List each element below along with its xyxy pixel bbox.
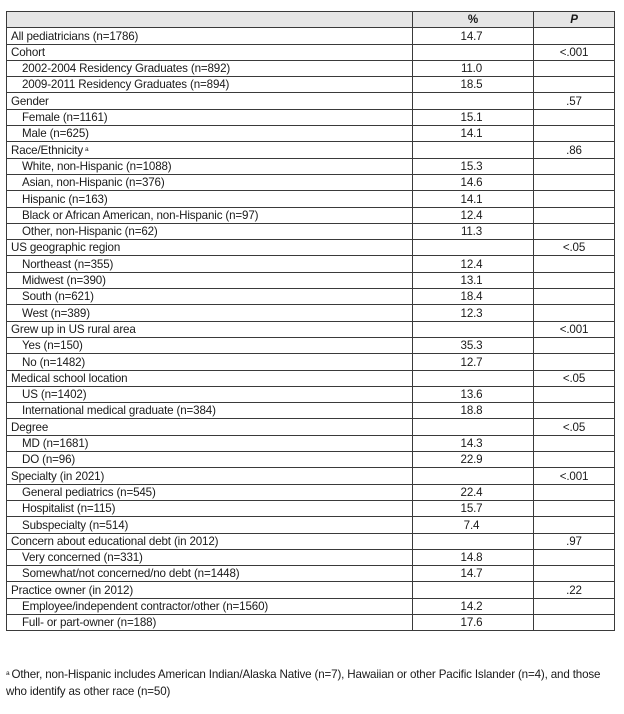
p-value-cell xyxy=(534,223,615,239)
table-footnote xyxy=(6,666,618,700)
percent-cell xyxy=(413,44,534,60)
percent-cell xyxy=(413,207,534,223)
p-value-cell xyxy=(534,289,615,305)
category-row xyxy=(7,419,615,435)
percent-cell xyxy=(413,566,534,582)
p-value-cell xyxy=(534,598,615,614)
row-label-cell xyxy=(7,549,413,565)
percent-value: 35.3 xyxy=(460,339,483,353)
row-label: Subspecialty (n=514) xyxy=(22,518,129,532)
percent-cell xyxy=(413,403,534,419)
percent-cell xyxy=(413,191,534,207)
p-value-cell xyxy=(534,77,615,93)
row-label-cell xyxy=(7,223,413,239)
percent-value: 14.3 xyxy=(460,437,483,451)
percent-cell xyxy=(413,289,534,305)
row-label: Gender xyxy=(11,94,49,108)
subgroup-row xyxy=(7,566,615,582)
category-row xyxy=(7,240,615,256)
row-label: Concern about educational debt (in 2012) xyxy=(11,534,219,548)
p-value-cell xyxy=(534,207,615,223)
subgroup-row xyxy=(7,549,615,565)
row-label-cell xyxy=(7,240,413,256)
row-label: Degree xyxy=(11,420,49,434)
row-label: Employee/independent contractor/other (n=1560) xyxy=(22,599,269,613)
p-value-cell xyxy=(534,533,615,549)
row-label-cell xyxy=(7,468,413,484)
p-value-cell xyxy=(534,566,615,582)
p-value-cell xyxy=(534,142,615,158)
percent-cell xyxy=(413,321,534,337)
row-label-cell xyxy=(7,598,413,614)
table-header xyxy=(7,12,615,28)
p-value: .57 xyxy=(566,94,582,108)
percent-value: 12.4 xyxy=(460,208,483,222)
row-label: Midwest (n=390) xyxy=(22,274,106,288)
percent-cell xyxy=(413,158,534,174)
subgroup-row xyxy=(7,223,615,239)
percent-cell xyxy=(413,500,534,516)
header-p-value: P xyxy=(534,12,615,28)
row-label: 2002-2004 Residency Graduates (n=892) xyxy=(22,62,231,76)
percent-value: 22.4 xyxy=(460,485,483,499)
subgroup-row xyxy=(7,60,615,76)
row-label-cell xyxy=(7,354,413,370)
subgroup-row xyxy=(7,452,615,468)
subgroup-row xyxy=(7,109,615,125)
row-label: Practice owner (in 2012) xyxy=(11,583,134,597)
p-value-cell xyxy=(534,240,615,256)
subgroup-row xyxy=(7,403,615,419)
p-value-cell xyxy=(534,337,615,353)
p-value-cell xyxy=(534,191,615,207)
row-label-cell xyxy=(7,566,413,582)
results-table xyxy=(6,11,615,631)
category-row xyxy=(7,370,615,386)
row-label: Asian, non-Hispanic (n=376) xyxy=(22,176,165,190)
percent-value: 15.3 xyxy=(460,159,483,173)
row-label: Other, non-Hispanic (n=62) xyxy=(22,225,158,239)
row-label-cell xyxy=(7,191,413,207)
row-label-cell xyxy=(7,337,413,353)
percent-value: 15.1 xyxy=(460,111,483,125)
row-label-cell xyxy=(7,386,413,402)
subgroup-row xyxy=(7,484,615,500)
percent-value: 18.4 xyxy=(460,290,483,304)
category-row xyxy=(7,44,615,60)
p-value-cell xyxy=(534,158,615,174)
row-label-cell xyxy=(7,158,413,174)
p-value-cell xyxy=(534,549,615,565)
percent-value: 7.4 xyxy=(463,518,480,532)
p-value-cell xyxy=(534,435,615,451)
subgroup-row xyxy=(7,386,615,402)
percent-value: 18.8 xyxy=(460,404,483,418)
p-value: <.001 xyxy=(559,45,589,59)
subgroup-row xyxy=(7,337,615,353)
p-value-cell xyxy=(534,517,615,533)
p-value: <.05 xyxy=(562,371,586,385)
percent-cell xyxy=(413,223,534,239)
p-value: <.05 xyxy=(562,241,586,255)
row-label: Female (n=1161) xyxy=(22,111,108,125)
row-label: Medical school location xyxy=(11,371,128,385)
row-label: US (n=1402) xyxy=(22,388,87,402)
row-label: Somewhat/not concerned/no debt (n=1448) xyxy=(22,567,240,581)
subgroup-row xyxy=(7,158,615,174)
percent-cell xyxy=(413,533,534,549)
p-value: <.001 xyxy=(559,469,589,483)
percent-cell xyxy=(413,240,534,256)
row-label: DO (n=96) xyxy=(22,453,76,467)
row-label-cell xyxy=(7,452,413,468)
p-value: .97 xyxy=(566,534,582,548)
percent-cell xyxy=(413,109,534,125)
p-value-cell xyxy=(534,403,615,419)
row-label-cell xyxy=(7,142,413,158)
percent-value: 13.1 xyxy=(460,274,483,288)
row-label: 2009-2011 Residency Graduates (n=894) xyxy=(22,78,230,92)
p-value-cell xyxy=(534,468,615,484)
percent-value: 15.7 xyxy=(460,502,483,516)
subgroup-row xyxy=(7,354,615,370)
row-label: International medical graduate (n=384) xyxy=(22,404,216,418)
category-row xyxy=(7,28,615,44)
p-value-cell xyxy=(534,354,615,370)
percent-value: 12.4 xyxy=(460,257,483,271)
percent-cell xyxy=(413,598,534,614)
percent-cell xyxy=(413,386,534,402)
category-row xyxy=(7,142,615,158)
footnote-text: Other, non-Hispanic includes American Indian/Alaska Native (n=7), Hawaiian or other Pacific Islander (n=4), and those who identify as other race (n=50) xyxy=(6,668,601,698)
row-label: General pediatrics (n=545) xyxy=(22,485,156,499)
row-label-cell xyxy=(7,60,413,76)
percent-cell xyxy=(413,256,534,272)
percent-cell xyxy=(413,174,534,190)
percent-value: 17.6 xyxy=(460,616,483,630)
row-label: Race/Ethnicity xyxy=(11,143,84,157)
subgroup-row xyxy=(7,77,615,93)
percent-cell xyxy=(413,142,534,158)
row-label-cell xyxy=(7,517,413,533)
row-label: West (n=389) xyxy=(22,306,90,320)
p-value: .86 xyxy=(566,143,582,157)
header-percent: % xyxy=(413,12,534,28)
row-label: White, non-Hispanic (n=1088) xyxy=(22,159,172,173)
percent-cell xyxy=(413,93,534,109)
row-label-cell xyxy=(7,500,413,516)
row-label-cell xyxy=(7,321,413,337)
row-label: US geographic region xyxy=(11,241,121,255)
row-label-cell xyxy=(7,533,413,549)
percent-cell xyxy=(413,468,534,484)
p-value-cell xyxy=(534,126,615,142)
percent-cell xyxy=(413,354,534,370)
row-label-cell xyxy=(7,77,413,93)
percent-value: 22.9 xyxy=(460,453,483,467)
row-label-cell xyxy=(7,126,413,142)
p-value-cell xyxy=(534,305,615,321)
p-value-cell xyxy=(534,614,615,630)
row-label-cell xyxy=(7,614,413,630)
percent-value: 11.3 xyxy=(460,225,483,239)
row-label: No (n=1482) xyxy=(22,355,86,369)
row-label: Northeast (n=355) xyxy=(22,257,114,271)
subgroup-row xyxy=(7,191,615,207)
row-label-cell xyxy=(7,28,413,44)
p-value-cell xyxy=(534,452,615,468)
p-value-cell xyxy=(534,582,615,598)
row-label: Male (n=625) xyxy=(22,127,89,141)
category-row xyxy=(7,582,615,598)
category-row xyxy=(7,533,615,549)
row-label-cell xyxy=(7,419,413,435)
subgroup-row xyxy=(7,614,615,630)
row-label-cell xyxy=(7,109,413,125)
p-value-cell xyxy=(534,60,615,76)
row-label-cell xyxy=(7,93,413,109)
p-value-cell xyxy=(534,386,615,402)
p-value-cell xyxy=(534,321,615,337)
percent-value: 12.3 xyxy=(460,306,483,320)
category-row xyxy=(7,93,615,109)
percent-cell xyxy=(413,60,534,76)
category-row xyxy=(7,321,615,337)
percent-cell xyxy=(413,28,534,44)
subgroup-row xyxy=(7,598,615,614)
row-label-cell xyxy=(7,289,413,305)
percent-value: 13.6 xyxy=(460,388,483,402)
row-label-cell xyxy=(7,582,413,598)
row-label-cell xyxy=(7,44,413,60)
row-label: Cohort xyxy=(11,45,45,59)
row-label: Specialty (in 2021) xyxy=(11,469,105,483)
row-label: MD (n=1681) xyxy=(22,437,89,451)
subgroup-row xyxy=(7,305,615,321)
subgroup-row xyxy=(7,500,615,516)
subgroup-row xyxy=(7,256,615,272)
row-label: Very concerned (n=331) xyxy=(22,551,143,565)
percent-cell xyxy=(413,582,534,598)
percent-value: 14.8 xyxy=(460,551,483,565)
table-body xyxy=(7,28,615,631)
percent-cell xyxy=(413,272,534,288)
row-label: Full- or part-owner (n=188) xyxy=(22,616,157,630)
row-label-cell xyxy=(7,256,413,272)
p-value-cell xyxy=(534,484,615,500)
row-label-cell xyxy=(7,305,413,321)
percent-cell xyxy=(413,452,534,468)
header-label-cell xyxy=(7,12,413,28)
p-value-cell xyxy=(534,256,615,272)
percent-value: 18.5 xyxy=(460,78,483,92)
row-label-cell xyxy=(7,484,413,500)
percent-cell xyxy=(413,370,534,386)
p-value-cell xyxy=(534,174,615,190)
percent-value: 14.1 xyxy=(460,127,483,141)
percent-cell xyxy=(413,614,534,630)
row-label-cell xyxy=(7,403,413,419)
subgroup-row xyxy=(7,517,615,533)
p-value: <.001 xyxy=(559,322,589,336)
subgroup-row xyxy=(7,207,615,223)
row-label: Hospitalist (n=115) xyxy=(22,502,116,516)
percent-value: 12.7 xyxy=(460,355,483,369)
row-label-cell xyxy=(7,370,413,386)
p-value: <.05 xyxy=(562,420,586,434)
p-value-cell xyxy=(534,109,615,125)
row-label: Yes (n=150) xyxy=(22,339,83,353)
subgroup-row xyxy=(7,435,615,451)
percent-cell xyxy=(413,337,534,353)
row-label-cell xyxy=(7,435,413,451)
p-value-cell xyxy=(534,28,615,44)
percent-value: 11.0 xyxy=(460,62,483,76)
p-value-cell xyxy=(534,500,615,516)
footnote-reference: a xyxy=(85,145,89,153)
subgroup-row xyxy=(7,272,615,288)
row-label: Grew up in US rural area xyxy=(11,322,136,336)
p-value-cell xyxy=(534,370,615,386)
subgroup-row xyxy=(7,126,615,142)
subgroup-row xyxy=(7,289,615,305)
p-value: .22 xyxy=(566,583,582,597)
percent-cell xyxy=(413,484,534,500)
row-label: All pediatricians (n=1786) xyxy=(11,29,139,43)
percent-cell xyxy=(413,549,534,565)
p-value-cell xyxy=(534,419,615,435)
category-row xyxy=(7,468,615,484)
percent-cell xyxy=(413,126,534,142)
row-label: South (n=621) xyxy=(22,290,94,304)
percent-cell xyxy=(413,517,534,533)
p-value-cell xyxy=(534,44,615,60)
percent-value: 14.7 xyxy=(460,29,483,43)
percent-value: 14.7 xyxy=(460,567,483,581)
row-label-cell xyxy=(7,272,413,288)
row-label-cell xyxy=(7,207,413,223)
percent-value: 14.2 xyxy=(460,599,483,613)
row-label-cell xyxy=(7,174,413,190)
row-label: Black or African American, non-Hispanic (n=97) xyxy=(22,208,259,222)
footnote-mark: a xyxy=(6,670,10,677)
subgroup-row xyxy=(7,174,615,190)
percent-cell xyxy=(413,419,534,435)
row-label: Hispanic (n=163) xyxy=(22,192,108,206)
p-value-cell xyxy=(534,93,615,109)
percent-value: 14.1 xyxy=(460,192,483,206)
p-value-cell xyxy=(534,272,615,288)
percent-cell xyxy=(413,77,534,93)
percent-cell xyxy=(413,435,534,451)
header-row xyxy=(7,12,615,28)
percent-cell xyxy=(413,305,534,321)
percent-value: 14.6 xyxy=(460,176,483,190)
